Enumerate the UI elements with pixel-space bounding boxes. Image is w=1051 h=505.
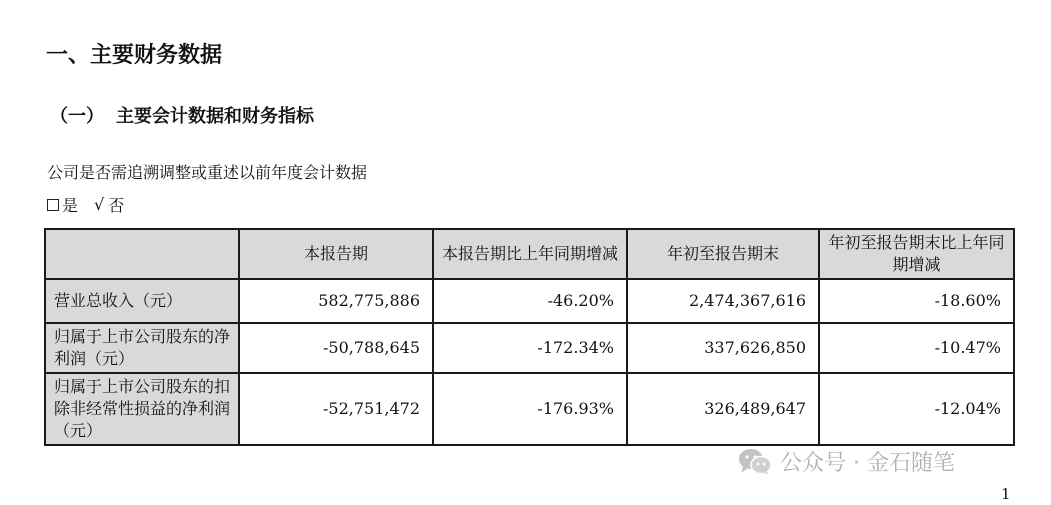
row-label: 营业总收入（元） [45, 279, 239, 323]
table-cell: -52,751,472 [239, 373, 433, 445]
page-number: 1 [1001, 485, 1011, 503]
table-cell: 2,474,367,616 [627, 279, 819, 323]
table-cell: -176.93% [433, 373, 627, 445]
table-cell: 326,489,647 [627, 373, 819, 445]
table-header-row [45, 229, 1014, 279]
row-label: 归属于上市公司股东的净利润（元） [45, 323, 239, 373]
choice-no-label: 否 [108, 196, 125, 215]
table-cell: -18.60% [819, 279, 1014, 323]
choice-no [94, 193, 124, 216]
watermark-text: 公众号 · 金石随笔 [780, 451, 955, 476]
table-row [45, 373, 1014, 445]
row-label: 归属于上市公司股东的扣除非经常性损益的净利润（元） [45, 373, 239, 445]
table-cell: 582,775,886 [239, 279, 433, 323]
header-year-to-date: 年初至报告期末 [627, 229, 819, 279]
restatement-choices [47, 193, 140, 216]
header-year-to-date-change: 年初至报告期末比上年同期增减 [819, 229, 1014, 279]
table-cell: -46.20% [433, 279, 627, 323]
choice-yes [47, 193, 78, 216]
header-current-period: 本报告期 [239, 229, 433, 279]
empty-checkbox-icon [47, 199, 59, 211]
table-cell: 337,626,850 [627, 323, 819, 373]
restatement-question: 公司是否需追溯调整或重述以前年度会计数据 [47, 163, 368, 182]
financial-data-table [44, 228, 1015, 446]
table-row [45, 279, 1014, 323]
header-blank [45, 229, 239, 279]
watermark [738, 446, 955, 477]
table-row [45, 323, 1014, 373]
subsection-heading [50, 102, 314, 128]
table-cell: -10.47% [819, 323, 1014, 373]
checkmark-icon: √ [94, 195, 105, 214]
subsection-title: 主要会计数据和财务指标 [116, 106, 314, 127]
subsection-number: （一） [50, 106, 104, 127]
table-cell: -172.34% [433, 323, 627, 373]
table-cell: -12.04% [819, 373, 1014, 445]
choice-yes-label: 是 [62, 196, 79, 215]
header-current-period-change: 本报告期比上年同期增减 [433, 229, 627, 279]
section-heading: 一、主要财务数据 [46, 43, 223, 68]
wechat-icon [738, 448, 772, 476]
table-cell: -50,788,645 [239, 323, 433, 373]
